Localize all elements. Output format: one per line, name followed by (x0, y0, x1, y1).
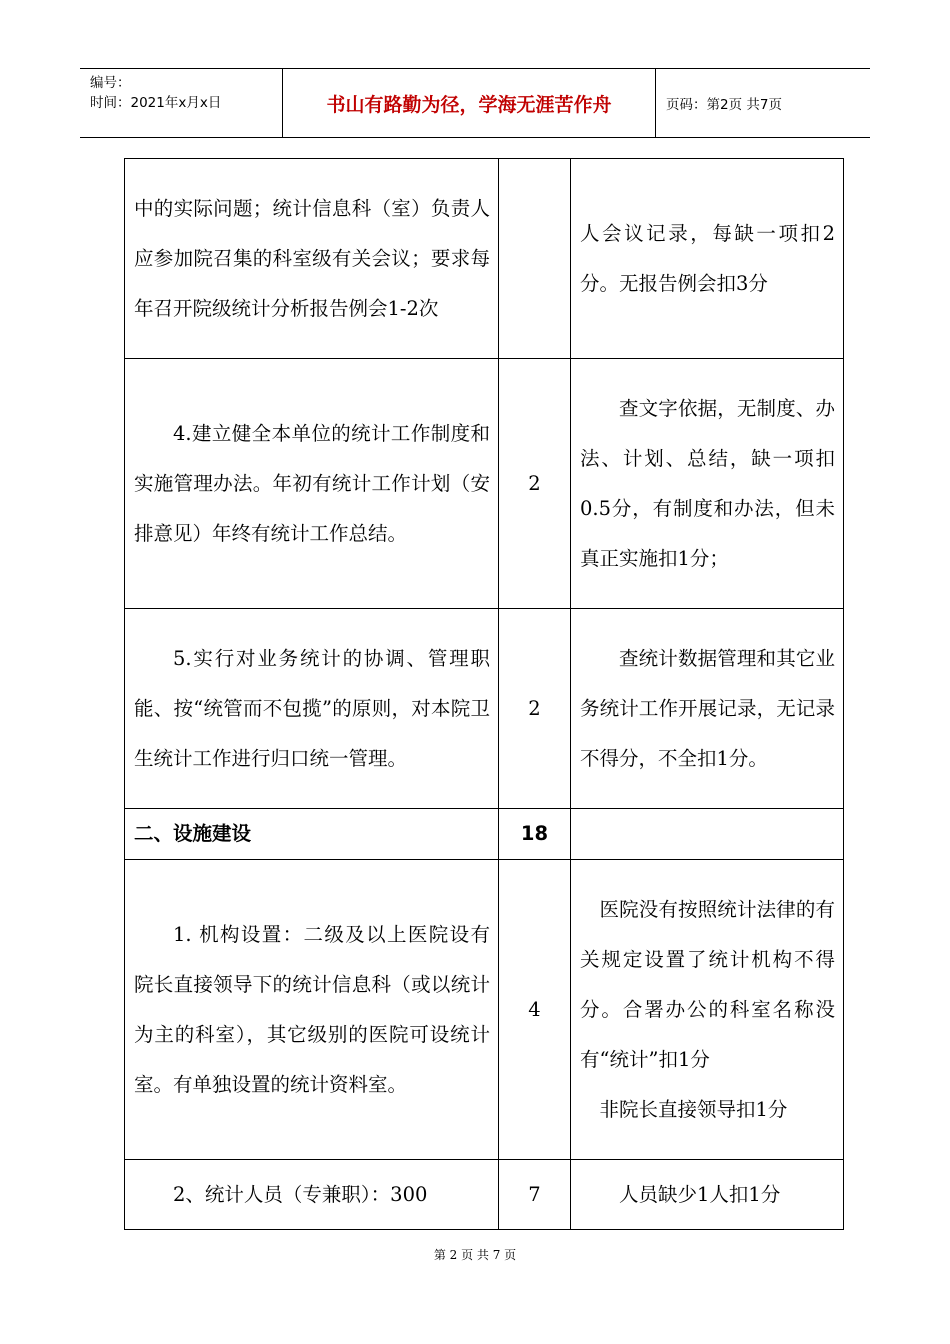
score-cell: 7 (499, 1160, 571, 1230)
scoring-table (124, 158, 844, 1230)
method-cell (571, 809, 844, 860)
method-extra-text: 非院长直接领导扣1分 (599, 1097, 788, 1121)
item-cell: 5.实行对业务统计的协调、管理职能、按“统管而不包揽”的原则，对本院卫生统计工作进行归口统一管理。 (125, 609, 499, 809)
time-label: 时间：2021年x月x日 (90, 95, 222, 111)
table-row (125, 159, 844, 359)
score-cell: 2 (499, 609, 571, 809)
number-label: 编号： (90, 75, 131, 91)
item-cell: 中的实际问题；统计信息科（室）负责人应参加院召集的科室级有关会议；要求每年召开院级统计分析报告例会1-2次 (125, 159, 499, 359)
header-motto: 书山有路勤为径，学海无涯苦作舟 (283, 69, 656, 137)
method-cell (571, 860, 844, 1160)
method-cell: 人会议记录，每缺一项扣2分。无报告例会扣3分 (571, 159, 844, 359)
score-cell: 18 (499, 809, 571, 860)
item-cell: 1. 机构设置：二级及以上医院设有院长直接领导下的统计信息科（或以统计为主的科室），其它级别的医院可设统计室。有单独设置的统计资料室。 (125, 860, 499, 1160)
header-page-label: 页码：第2页 共7页 (666, 97, 782, 113)
score-cell: 2 (499, 359, 571, 609)
table-row (125, 1160, 844, 1230)
page-footer: 第 2 页 共 7 页 (433, 1248, 517, 1262)
score-cell (499, 159, 571, 359)
item-cell: 2、统计人员（专兼职）：300 (125, 1160, 499, 1230)
method-cell: 查统计数据管理和其它业务统计工作开展记录，无记录不得分，不全扣1分。 (571, 609, 844, 809)
section-heading-cell: 二、设施建设 (125, 809, 499, 860)
page-header (80, 68, 870, 138)
table-row (125, 609, 844, 809)
score-cell: 4 (499, 860, 571, 1160)
method-cell: 人员缺少1人扣1分 (571, 1160, 844, 1230)
header-meta (80, 69, 283, 137)
method-cell: 查文字依据，无制度、办法、计划、总结，缺一项扣0.5分，有制度和办法，但未真正实施扣1分； (571, 359, 844, 609)
item-cell: 4.建立健全本单位的统计工作制度和实施管理办法。年初有统计工作计划（安排意见）年终有统计工作总结。 (125, 359, 499, 609)
table-row (125, 860, 844, 1160)
table-row (125, 359, 844, 609)
table-row (125, 809, 844, 860)
method-text: 医院没有按照统计法律的有关规定设置了统计机构不得分。合署办公的科室名称没有“统计”扣1分 (580, 897, 835, 1071)
